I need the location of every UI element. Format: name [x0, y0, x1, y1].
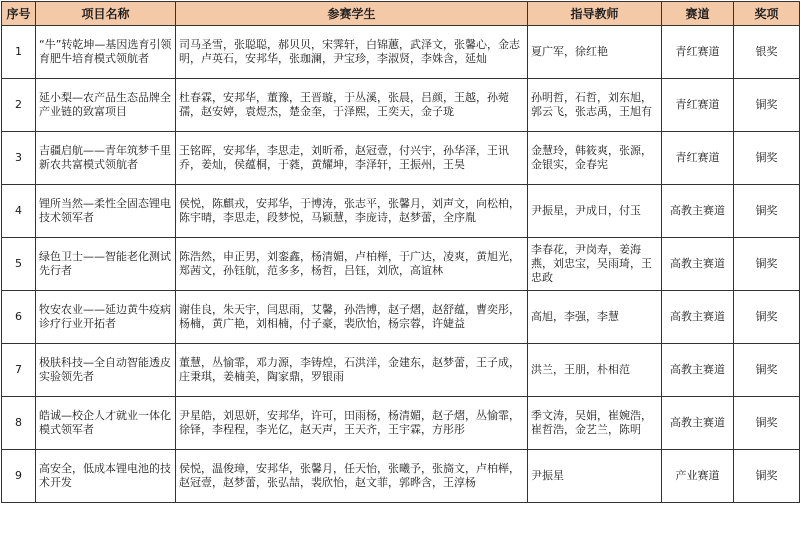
cell-teachers: 孙明哲，石哲，刘东旭，郭云飞，张志禹，王旭有 — [528, 79, 662, 132]
table-row — [2, 185, 800, 238]
cell-teachers: 李春花，尹岗寿，姜海燕，刘忠宝，吴雨琦，王忠政 — [528, 238, 662, 291]
cell-award: 铜奖 — [734, 344, 800, 397]
cell-students: 侯悦，陈麒戎，安邦华，于博涛，张志平，张馨月，刘声文，向松柏，陈宇晴，李思走，段梦悦，马颖慧，李庞诗，赵梦蕾，全序胤 — [176, 185, 528, 238]
cell-students: 陈浩然，申正男，刘銮鑫，杨清媚，卢柏榉，于广达，凌爽，黄旭光，郑茜文，孙钰航，范多多，杨哲，吕钰，刘欣，高谊林 — [176, 238, 528, 291]
cell-index: 1 — [2, 26, 36, 79]
cell-index: 4 — [2, 185, 36, 238]
cell-track: 产业赛道 — [662, 450, 734, 503]
cell-students: 董慧，丛愉霏，邓力源，李铸煌，石洪洋，金建东，赵梦蕾，王子成，庄秉琪，姜楠美，陶家鼎，罗银雨 — [176, 344, 528, 397]
cell-students: 王铭晖，安邦华，李思走，刘昕希，赵冠壹，付兴宇，孙华泽，王讯乔，姜灿，侯蕴桐，于蕤，黄耀坤，李泽轩，王振州，王昊 — [176, 132, 528, 185]
cell-index: 5 — [2, 238, 36, 291]
cell-teachers: 尹振星，尹成日，付玉 — [528, 185, 662, 238]
table-body — [2, 26, 800, 503]
cell-award: 铜奖 — [734, 450, 800, 503]
cell-students: 谢佳良，朱天宇，闫思雨，艾馨，孙浩博，赵子熠，赵舒蕴，曹奕彤，杨楠，黄广艳，刘相楠，付子豪，裴欣怡，杨宗蓉，许婕益 — [176, 291, 528, 344]
table-header — [2, 2, 800, 26]
cell-award: 铜奖 — [734, 185, 800, 238]
cell-project-name: 吉疆启航——青年筑梦千里 新农共富模式领航者 — [36, 132, 176, 185]
cell-project-name: 高安全，低成本锂电池的技术开发 — [36, 450, 176, 503]
cell-index: 8 — [2, 397, 36, 450]
cell-award: 铜奖 — [734, 238, 800, 291]
header-index: 序号 — [2, 2, 36, 26]
cell-track: 青红赛道 — [662, 79, 734, 132]
cell-students: 司马圣雪，张聪聪，郝贝贝，宋霁轩，白锦蕙，武泽文，张馨心，金志明，卢英石，安邦华，张珈澜，尹宝珍，李淑贤，李姝含，延灿 — [176, 26, 528, 79]
cell-award: 铜奖 — [734, 397, 800, 450]
header-award: 奖项 — [734, 2, 800, 26]
cell-track: 青红赛道 — [662, 132, 734, 185]
cell-teachers: 金慧玲，韩筱爽，张源，金银实，金春宪 — [528, 132, 662, 185]
table-row — [2, 344, 800, 397]
cell-index: 6 — [2, 291, 36, 344]
cell-track: 高教主赛道 — [662, 344, 734, 397]
table-row — [2, 397, 800, 450]
cell-index: 7 — [2, 344, 36, 397]
header-teachers: 指导教师 — [528, 2, 662, 26]
table-row — [2, 132, 800, 185]
cell-index: 3 — [2, 132, 36, 185]
cell-teachers: 季文涛，吴娟，崔婉浩，崔哲浩，金艺兰，陈明 — [528, 397, 662, 450]
cell-track: 高教主赛道 — [662, 238, 734, 291]
table-row — [2, 26, 800, 79]
cell-students: 杜春霖，安邦华，董豫，王晋璇，于丛溪，张晨，吕颜，王越，孙菀孺，赵安婷，袁煜杰，楚金奎，于泽熙，王奕天，金子珑 — [176, 79, 528, 132]
table-row — [2, 238, 800, 291]
cell-project-name: 极肤科技—全自动智能透皮实验领先者 — [36, 344, 176, 397]
cell-project-name: 牧安农业——延边黄牛疫病诊疗行业开拓者 — [36, 291, 176, 344]
header-project-name: 项目名称 — [36, 2, 176, 26]
table-row — [2, 291, 800, 344]
header-track: 赛道 — [662, 2, 734, 26]
cell-students: 侯悦，温俊璋，安邦华，张馨月，任天怡，张曦予，张旖文，卢柏榉，赵冠壹，赵梦蕾，张弘喆，裴欣怡，赵文菲，郭晔含，王淳杨 — [176, 450, 528, 503]
cell-track: 高教主赛道 — [662, 291, 734, 344]
cell-students: 尹星皓，刘思妍，安邦华，许可，田雨杨，杨清媚，赵子熠，丛愉霏，徐铎，李程程，李光亿，赵天声，王天齐，王宇霖，方彤彤 — [176, 397, 528, 450]
cell-track: 高教主赛道 — [662, 397, 734, 450]
cell-award: 铜奖 — [734, 291, 800, 344]
cell-teachers: 高旭，李强，李慧 — [528, 291, 662, 344]
cell-project-name: 延小梨—农产品生态品牌全产业链的致富项目 — [36, 79, 176, 132]
table-row — [2, 450, 800, 503]
header-row — [2, 2, 800, 26]
cell-award: 铜奖 — [734, 79, 800, 132]
cell-award: 银奖 — [734, 26, 800, 79]
cell-project-name: 锂所当然—柔性全固态锂电技术领军者 — [36, 185, 176, 238]
cell-project-name: “牛”转乾坤—基因选育引领育肥牛培育模式领航者 — [36, 26, 176, 79]
cell-teachers: 尹振星 — [528, 450, 662, 503]
cell-track: 青红赛道 — [662, 26, 734, 79]
awards-table — [1, 1, 800, 503]
cell-index: 2 — [2, 79, 36, 132]
header-students: 参赛学生 — [176, 2, 528, 26]
table-row — [2, 79, 800, 132]
cell-index: 9 — [2, 450, 36, 503]
cell-project-name: 绿色卫士——智能老化测试先行者 — [36, 238, 176, 291]
cell-award: 铜奖 — [734, 132, 800, 185]
cell-project-name: 皓诚—校企人才就业一体化模式领军者 — [36, 397, 176, 450]
cell-track: 高教主赛道 — [662, 185, 734, 238]
cell-teachers: 夏广军，徐红艳 — [528, 26, 662, 79]
cell-teachers: 洪兰，王朋，朴相范 — [528, 344, 662, 397]
